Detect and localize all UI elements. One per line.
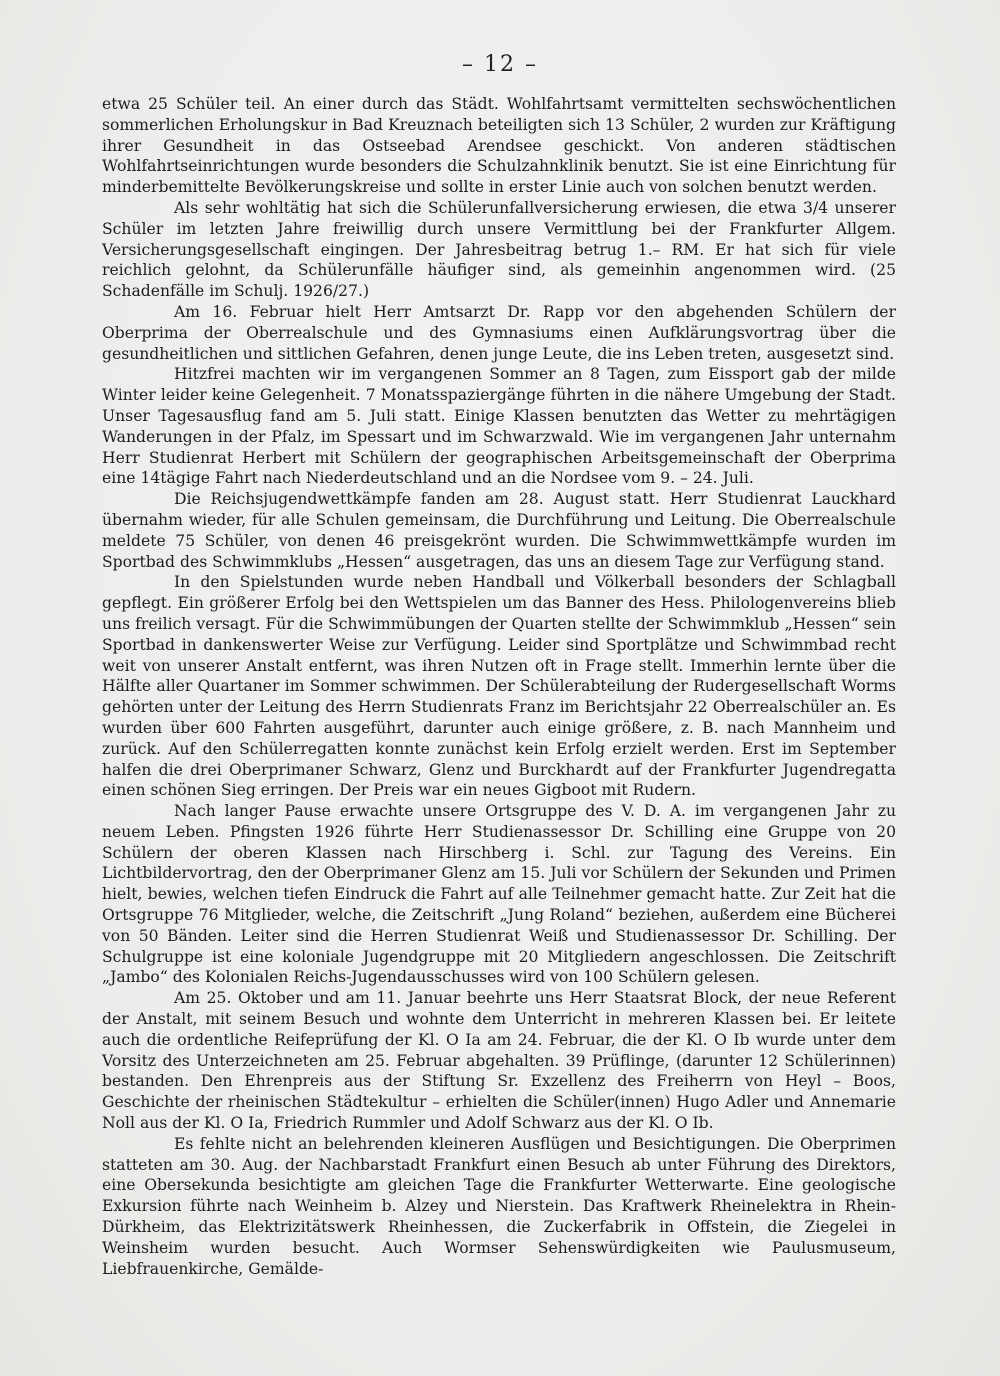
paragraph-accident-insurance: Als sehr wohltätig hat sich die Schülerunfallversicherung erwiesen, die etwa 3/4 unserer Schüler im letzten Jahre freiwillig durch unsere Vermittlung bei der Frankfurter Allgem. Versicherungsgesellschaft eingingen. Der Jahresbeitrag betrug 1.– RM. Er hat sich für viele reichlich gelohnt, da Schülerunfälle häufiger sind, als gemeinhin angenommen wird. (25 Schadenfälle im Schulj. 1926/27.) (102, 198, 896, 301)
paragraph-exams: Am 25. Oktober und am 11. Januar beehrte uns Herr Staatsrat Block, der neue Referent der Anstalt, mit seinem Besuch und wohnte dem Unterricht in mehreren Klassen bei. Er leitete auch die ordentliche Reifeprüfung der Kl. O Ia am 24. Februar, die der Kl. O Ib wurde unter dem Vorsitz des Unterzeichneten am 25. Februar abgehalten. 39 Prüflinge, (darunter 12 Schülerinnen) bestanden. Den Ehrenpreis aus der Stiftung Sr. Exzellenz des Freiherrn von Heyl – Boos, Geschichte der rheinischen Städtekultur – erhielten die Schüler(innen) Hugo Adler und Annemarie Noll aus der Kl. O Ia, Friedrich Rummler und Adolf Schwarz aus der Kl. O Ib. (102, 989, 896, 1133)
page-number: – 12 – (462, 52, 538, 77)
paragraph-health-care: etwa 25 Schüler teil. An einer durch das Städt. Wohlfahrtsamt vermittelten sechswöchentlichen sommerlichen Erholungskur in Bad Kreuznach beteiligten sich 13 Schüler, 2 wurden zur Kräftigung ihrer Gesundheit in das Ostseebad Arendsee geschickt. Von anderen städtischen Wohlfahrtseinrichtungen wurde besonders die Schulzahnklinik benutzt. Sie ist eine Einrichtung für minderbemittelte Bevölkerungskreise und sollte in erster Linie auch von solchen benutzt werden. (102, 95, 896, 197)
paragraph-health-lecture: Am 16. Februar hielt Herr Amtsarzt Dr. Rapp vor den abgehenden Schülern der Oberprima der Oberrealschule und des Gymnasiums einen Aufklärungsvortrag über die gesundheitlichen und sittlichen Gefahren, denen junge Leute, die ins Leben treten, ausgesetzt sind. (102, 302, 896, 363)
paragraph-youth-competitions: Die Reichsjugendwettkämpfe fanden am 28. August statt. Herr Studienrat Lauckhard übernahm wieder, für alle Schulen gemeinsam, die Durchführung und Leitung. Die Oberrealschule meldete 75 Schüler, von denen 46 preisgekrönt wurden. Die Schwimmwettkämpfe wurden im Sportbad des Schwimmklubs „Hessen“ ausgetragen, das uns an diesem Tage zur Verfügung stand. (102, 490, 896, 571)
paragraph-sports: In den Spielstunden wurde neben Handball und Völkerball besonders der Schlagball gepflegt. Ein größerer Erfolg bei den Wettspielen um das Banner des Hess. Philologenvereins blieb uns freilich versagt. Für die Schwimmübungen der Quarten stellte der Schwimmklub „Hessen“ sein Sportbad in dankenswerter Weise zur Verfügung. Leider sind Sportplätze und Schwimmbad recht weit von unserer Anstalt entfernt, was ihren Nutzen oft in Frage stellt. Immerhin lernte über die Hälfte aller Quartaner im Sommer schwimmen. Der Schülerabteilung der Rudergesellschaft Worms gehörten unter der Leitung des Herrn Studienrats Franz im Berichtsjahr 22 Oberrealschüler an. Es wurden über 600 Fahrten ausgeführt, darunter auch einige größere, z. B. nach Mannheim und zurück. Auf den Schülerregatten konnte zunächst kein Erfolg erzielt werden. Erst im September halfen die drei Oberprimaner Schwarz, Glenz und Burckhardt auf der Frankfurter Jugendregatta einen schönen Sieg erringen. Der Preis war ein neues Gigboot mit Rudern. (102, 573, 896, 800)
paragraph-vda-group: Nach langer Pause erwachte unsere Ortsgruppe des V. D. A. im vergangenen Jahr zu neuem Leben. Pfingsten 1926 führte Herr Studienassessor Dr. Schilling eine Gruppe von 20 Schülern der oberen Klassen nach Hirschberg i. Schl. zur Tagung des Vereins. Ein Lichtbildervortrag, den der Oberprimaner Glenz am 15. Juli vor Schülern der Sekunden und Primen hielt, bewies, welchen tiefen Eindruck die Fahrt auf alle Teilnehmer gemacht hatte. Zur Zeit hat die Ortsgruppe 76 Mitglieder, welche, die Zeitschrift „Jung Roland“ beziehen, außerdem eine Bücherei von 50 Bänden. Leiter sind die Herren Studienrat Weiß und Studienassessor Dr. Schilling. Der Schulgruppe ist eine koloniale Jugendgruppe mit 20 Mitgliedern angeschlossen. Die Zeitschrift „Jambo“ des Kolonialen Reichs-Jugendausschusses wird von 100 Schülern gelesen. (102, 802, 896, 987)
body-text (102, 94, 896, 1279)
paragraph-excursions: Hitzfrei machten wir im vergangenen Sommer an 8 Tagen, zum Eissport gab der milde Winter leider keine Gelegenheit. 7 Monatsspaziergänge führten in die nähere Umgebung der Stadt. Unser Tagesausflug fand am 5. Juli statt. Einige Klassen benutzten das Wetter zu mehrtägigen Wanderungen in der Pfalz, im Spessart und im Schwarzwald. Wie im vergangenen Jahr unternahm Herr Studienrat Herbert mit Schülern der geographischen Arbeitsgemeinschaft der Oberprima eine 14tägige Fahrt nach Niederdeutschland und an die Nordsee vom 9. – 24. Juli. (102, 365, 896, 488)
paragraph-visits: Es fehlte nicht an belehrenden kleineren Ausflügen und Besichtigungen. Die Oberprimen statteten am 30. Aug. der Nachbarstadt Frankfurt einen Besuch ab unter Führung des Direktors, eine Obersekunda besichtigte am gleichen Tage die Frankfurter Wetterwarte. Eine geologische Exkursion führte nach Weinheim b. Alzey und Nierstein. Das Kraftwerk Rheinelektra in Rhein-Dürkheim, das Elektrizitätswerk Rheinhessen, die Zuckerfabrik in Offstein, die Ziegelei in Weinsheim wurden besucht. Auch Wormser Sehenswürdigkeiten wie Paulusmuseum, Liebfrauenkirche, Gemälde- (102, 1134, 896, 1278)
